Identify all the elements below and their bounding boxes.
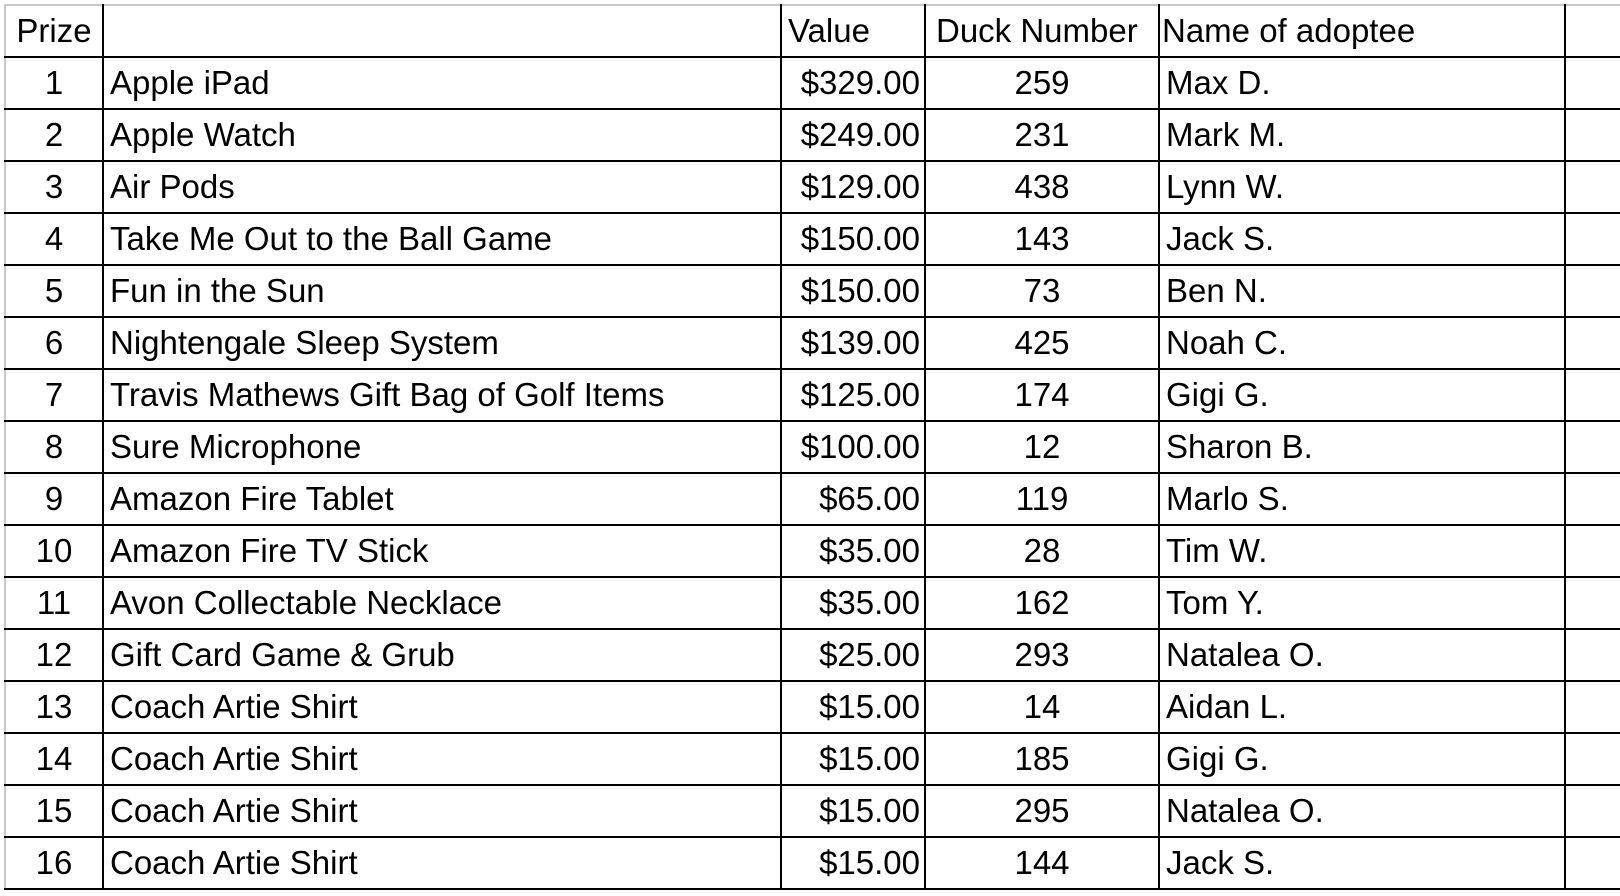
empty-cell[interactable] <box>1565 577 1620 629</box>
prize-cell[interactable]: 13 <box>5 681 103 733</box>
value-cell[interactable]: $25.00 <box>781 629 925 681</box>
duck-number-cell[interactable]: 425 <box>925 317 1159 369</box>
table-row <box>5 57 1620 109</box>
duck-number-cell[interactable]: 73 <box>925 265 1159 317</box>
value-cell[interactable]: $15.00 <box>781 733 925 785</box>
duck-number-cell[interactable]: 438 <box>925 161 1159 213</box>
header-prize[interactable]: Prize <box>5 5 103 57</box>
table-row <box>5 577 1620 629</box>
prize-cell[interactable]: 2 <box>5 109 103 161</box>
description-cell[interactable]: Avon Collectable Necklace <box>103 577 781 629</box>
prize-cell[interactable]: 10 <box>5 525 103 577</box>
description-cell[interactable]: Amazon Fire TV Stick <box>103 525 781 577</box>
empty-cell[interactable] <box>1565 265 1620 317</box>
adoptee-cell[interactable]: Sharon B. <box>1159 421 1565 473</box>
prize-cell[interactable]: 12 <box>5 629 103 681</box>
table-row <box>5 525 1620 577</box>
prize-cell[interactable]: 16 <box>5 837 103 889</box>
spreadsheet <box>4 4 1620 896</box>
adoptee-cell[interactable]: Jack S. <box>1159 837 1565 889</box>
table-row <box>5 785 1620 837</box>
header-description[interactable] <box>103 5 781 57</box>
prize-cell[interactable]: 5 <box>5 265 103 317</box>
adoptee-cell[interactable]: Tom Y. <box>1159 577 1565 629</box>
prize-cell[interactable]: 11 <box>5 577 103 629</box>
adoptee-cell[interactable]: Aidan L. <box>1159 681 1565 733</box>
value-cell[interactable]: $125.00 <box>781 369 925 421</box>
empty-cell[interactable] <box>1565 473 1620 525</box>
description-cell[interactable]: Coach Artie Shirt <box>103 785 781 837</box>
empty-cell[interactable] <box>1565 57 1620 109</box>
empty-cell[interactable] <box>1565 369 1620 421</box>
adoptee-cell[interactable]: Max D. <box>1159 57 1565 109</box>
adoptee-cell[interactable]: Jack S. <box>1159 213 1565 265</box>
value-cell[interactable]: $150.00 <box>781 265 925 317</box>
adoptee-cell[interactable]: Natalea O. <box>1159 785 1565 837</box>
description-cell[interactable]: Coach Artie Shirt <box>103 681 781 733</box>
prize-cell[interactable]: 6 <box>5 317 103 369</box>
adoptee-cell[interactable]: Gigi G. <box>1159 369 1565 421</box>
header-adoptee[interactable]: Name of adoptee <box>1159 5 1565 57</box>
empty-cell[interactable] <box>1565 109 1620 161</box>
prize-cell[interactable]: 15 <box>5 785 103 837</box>
description-cell[interactable]: Travis Mathews Gift Bag of Golf Items <box>103 369 781 421</box>
table-row <box>5 837 1620 889</box>
adoptee-cell[interactable]: Lynn W. <box>1159 161 1565 213</box>
prize-cell[interactable]: 14 <box>5 733 103 785</box>
description-cell[interactable]: Fun in the Sun <box>103 265 781 317</box>
table-row <box>5 213 1620 265</box>
adoptee-cell[interactable]: Natalea O. <box>1159 629 1565 681</box>
description-cell[interactable]: Gift Card Game & Grub <box>103 629 781 681</box>
duck-number-cell[interactable]: 295 <box>925 785 1159 837</box>
empty-cell[interactable] <box>1565 213 1620 265</box>
value-cell[interactable]: $35.00 <box>781 577 925 629</box>
adoptee-cell[interactable]: Tim W. <box>1159 525 1565 577</box>
duck-number-cell[interactable]: 119 <box>925 473 1159 525</box>
adoptee-cell[interactable]: Marlo S. <box>1159 473 1565 525</box>
prize-cell[interactable]: 1 <box>5 57 103 109</box>
empty-cell[interactable] <box>1565 161 1620 213</box>
duck-number-cell[interactable]: 14 <box>925 681 1159 733</box>
value-cell[interactable]: $139.00 <box>781 317 925 369</box>
adoptee-cell[interactable]: Gigi G. <box>1159 733 1565 785</box>
empty-cell[interactable] <box>1565 5 1620 57</box>
empty-cell[interactable] <box>1565 421 1620 473</box>
empty-cell[interactable] <box>1565 837 1620 889</box>
prize-cell[interactable]: 3 <box>5 161 103 213</box>
table-row <box>5 109 1620 161</box>
value-cell[interactable]: $150.00 <box>781 213 925 265</box>
empty-cell[interactable] <box>1565 317 1620 369</box>
value-cell[interactable]: $15.00 <box>781 837 925 889</box>
value-cell[interactable]: $249.00 <box>781 109 925 161</box>
duck-number-cell[interactable]: 28 <box>925 525 1159 577</box>
table-row <box>5 369 1620 421</box>
empty-cell[interactable] <box>1565 629 1620 681</box>
table-row <box>5 317 1620 369</box>
description-cell[interactable]: Sure Microphone <box>103 421 781 473</box>
table-row <box>5 421 1620 473</box>
duck-number-cell[interactable]: 12 <box>925 421 1159 473</box>
description-cell[interactable]: Nightengale Sleep System <box>103 317 781 369</box>
description-cell[interactable]: Coach Artie Shirt <box>103 733 781 785</box>
value-cell[interactable]: $100.00 <box>781 421 925 473</box>
description-cell[interactable]: Apple Watch <box>103 109 781 161</box>
value-cell[interactable]: $35.00 <box>781 525 925 577</box>
value-cell[interactable]: $15.00 <box>781 681 925 733</box>
duck-number-cell[interactable]: 231 <box>925 109 1159 161</box>
description-cell[interactable]: Amazon Fire Tablet <box>103 473 781 525</box>
description-cell[interactable]: Take Me Out to the Ball Game <box>103 213 781 265</box>
empty-cell[interactable] <box>1565 785 1620 837</box>
duck-number-cell[interactable]: 162 <box>925 577 1159 629</box>
prize-cell[interactable]: 4 <box>5 213 103 265</box>
prize-cell[interactable]: 7 <box>5 369 103 421</box>
adoptee-cell[interactable]: Ben N. <box>1159 265 1565 317</box>
value-cell[interactable]: $15.00 <box>781 785 925 837</box>
table-row <box>5 161 1620 213</box>
table-row <box>5 265 1620 317</box>
header-row <box>5 5 1620 57</box>
header-duck-number[interactable]: Duck Number <box>925 5 1159 57</box>
duck-number-cell[interactable]: 259 <box>925 57 1159 109</box>
prize-cell[interactable]: 8 <box>5 421 103 473</box>
description-cell[interactable]: Air Pods <box>103 161 781 213</box>
value-cell[interactable]: $329.00 <box>781 57 925 109</box>
empty-cell[interactable] <box>1565 681 1620 733</box>
table-row <box>5 473 1620 525</box>
duck-number-cell[interactable]: 174 <box>925 369 1159 421</box>
duck-number-cell[interactable]: 293 <box>925 629 1159 681</box>
empty-cell[interactable] <box>1565 733 1620 785</box>
header-value[interactable]: Value <box>781 5 925 57</box>
table-row <box>5 733 1620 785</box>
duck-number-cell[interactable]: 143 <box>925 213 1159 265</box>
description-cell[interactable]: Coach Artie Shirt <box>103 837 781 889</box>
value-cell[interactable]: $65.00 <box>781 473 925 525</box>
prize-cell[interactable]: 9 <box>5 473 103 525</box>
empty-cell[interactable] <box>1565 525 1620 577</box>
duck-number-cell[interactable]: 144 <box>925 837 1159 889</box>
table-row <box>5 681 1620 733</box>
table-row <box>5 629 1620 681</box>
value-cell[interactable]: $129.00 <box>781 161 925 213</box>
adoptee-cell[interactable]: Noah C. <box>1159 317 1565 369</box>
prize-table <box>4 4 1620 890</box>
description-cell[interactable]: Apple iPad <box>103 57 781 109</box>
adoptee-cell[interactable]: Mark M. <box>1159 109 1565 161</box>
duck-number-cell[interactable]: 185 <box>925 733 1159 785</box>
